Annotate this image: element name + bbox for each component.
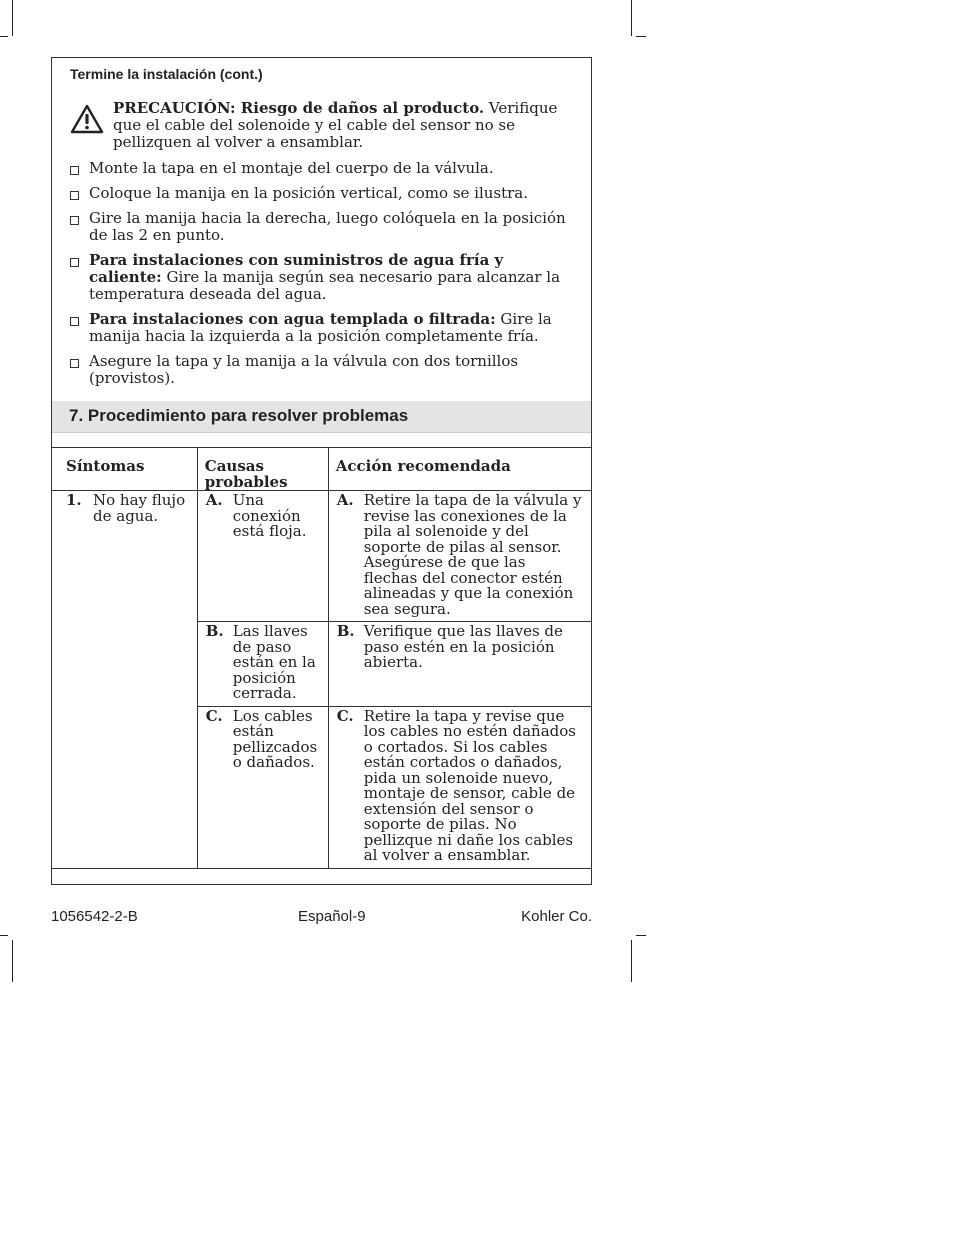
action-cell [328, 706, 591, 868]
checkbox-icon [70, 166, 79, 175]
crop-mark [636, 36, 646, 37]
step-text: Gire la manija según sea necesario para alcanzar la temperatura deseada del agua. [89, 268, 561, 303]
step-text: Coloque la manija en la posición vertical, como se ilustra. [89, 184, 529, 202]
cause-cell [197, 706, 328, 868]
table-header-row [52, 448, 592, 491]
list-item [70, 353, 570, 387]
list-item [70, 185, 570, 202]
checkbox-icon [70, 216, 79, 225]
step-bold-text: Para instalaciones con suministros de agua fría y caliente: [89, 251, 504, 286]
cause-cell [197, 491, 328, 622]
checkbox-icon [70, 191, 79, 200]
footer-doc-number: 1056542-2-B [51, 908, 138, 925]
crop-mark [636, 935, 646, 936]
step-text: Monte la tapa en el montaje del cuerpo de la válvula. [89, 159, 494, 177]
symptom-text: No hay flujo de agua. [93, 491, 186, 525]
cause-text: Una conexión está floja. [232, 491, 307, 540]
footer-company: Kohler Co. [521, 908, 592, 925]
installation-steps [70, 160, 570, 395]
table-row [52, 491, 592, 622]
action-cell [328, 622, 591, 707]
step-text: Gire la manija hacia la derecha, luego colóquela en la posición de las 2 en punto. [89, 209, 566, 244]
caution-body: Verifique que el cable del solenoide y el cable del sensor no se pellizquen al volver a ensamblar. [113, 99, 558, 151]
action-label: B. [336, 622, 355, 640]
crop-mark [12, 940, 13, 982]
header-symptoms: Síntomas [52, 448, 198, 491]
action-text: Retire la tapa y revise que los cables no estén dañados o cortados. Si los cables están cortados o dañados, pida un solenoide nuevo, montaje de sensor, cable de extensión del sensor o soporte de pilas. No pellizque ni dañe los cables al volver a ensamblar. [363, 706, 576, 864]
list-item [70, 252, 570, 303]
checkbox-icon [70, 317, 79, 326]
cause-label: B. [205, 622, 224, 640]
cause-text: Los cables están pellizcados o dañados. [232, 706, 318, 771]
crop-mark [0, 935, 8, 936]
action-text: Retire la tapa de la válvula y revise las conexiones de la pila al solenoide y del soporte de pilas al sensor. Asegúrese de que las flechas del conector estén alineadas y que la conexión sea segura. [363, 491, 582, 618]
list-item [70, 311, 570, 345]
section-heading: Termine la instalación (cont.) [70, 66, 263, 82]
crop-mark [0, 36, 8, 37]
header-action: Acción recomendada [328, 448, 591, 491]
checkbox-icon [70, 359, 79, 368]
crop-mark [12, 0, 13, 36]
footer-page-number: Español-9 [298, 908, 366, 925]
header-causes: Causas probables [197, 448, 328, 491]
step-text: Asegure la tapa y la manija a la válvula con dos tornillos (provistos). [89, 352, 519, 387]
crop-mark [631, 0, 632, 36]
cause-text: Las llaves de paso están en la posición cerrada. [232, 622, 316, 702]
cause-label: C. [205, 706, 223, 725]
warning-triangle-icon [70, 104, 104, 134]
action-text: Verifique que las llaves de paso estén en la posición abierta. [363, 622, 563, 671]
checkbox-icon [70, 258, 79, 267]
cause-label: A. [205, 491, 223, 509]
step-bold-text: Para instalaciones con agua templada o filtrada: [89, 310, 496, 328]
action-label: C. [336, 706, 354, 725]
symptom-number: 1. [66, 491, 82, 509]
symptom-cell [52, 491, 198, 869]
list-item [70, 160, 570, 177]
action-label: A. [336, 491, 354, 509]
step-text: Gire la manija hacia la izquierda a la posición completamente fría. [89, 310, 552, 345]
cause-cell [197, 622, 328, 707]
troubleshooting-header-band [52, 401, 591, 433]
action-cell [328, 491, 591, 622]
caution-block [70, 100, 570, 151]
troubleshooting-title: 7. Procedimiento para resolver problemas [69, 406, 409, 425]
troubleshooting-table [51, 447, 592, 869]
caution-label: PRECAUCIÓN: Riesgo de daños al producto. [113, 99, 485, 117]
caution-text [113, 100, 570, 151]
list-item [70, 210, 570, 244]
crop-mark [631, 940, 632, 982]
